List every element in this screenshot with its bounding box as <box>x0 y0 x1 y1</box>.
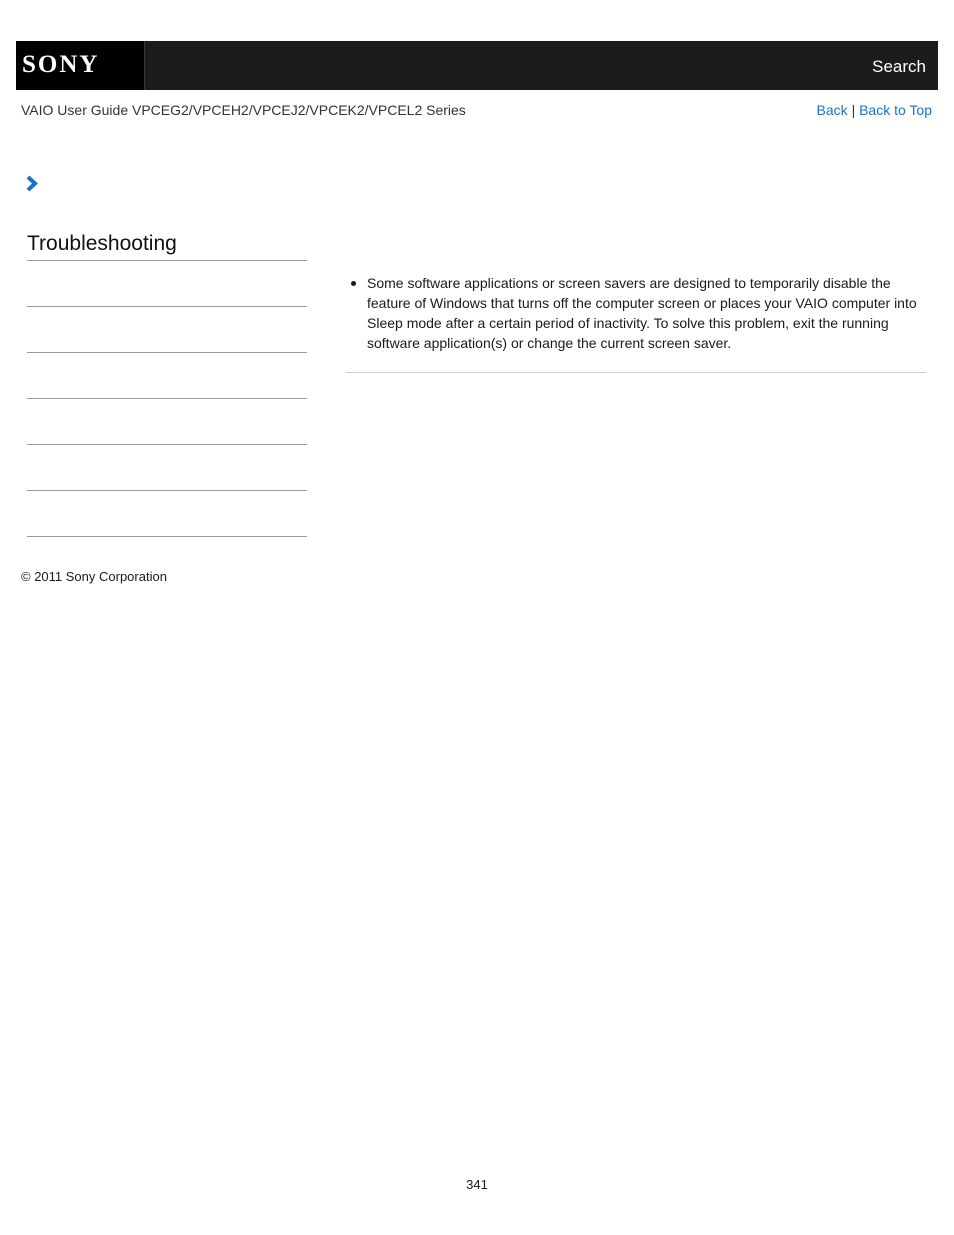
copyright: © 2011 Sony Corporation <box>21 569 167 584</box>
sidebar-item[interactable] <box>27 261 307 307</box>
list-item-text: Some software applications or screen savers are designed to temporarily disable the feature of Windows that turns off the computer screen or places your VAIO computer into Sleep mode after a certain period of inactivity. To solve this problem, exit the running software application(s) or change the current screen saver. <box>367 275 917 351</box>
guide-title: VAIO User Guide VPCEG2/VPCEH2/VPCEJ2/VPCEK2/VPCEL2 Series <box>21 102 466 118</box>
sidebar-topic-list <box>27 260 307 537</box>
search-link[interactable]: Search <box>872 57 926 76</box>
logo-text: SONY <box>22 51 100 78</box>
top-bar <box>16 41 938 90</box>
list-item <box>367 273 926 353</box>
page-number: 341 <box>466 1177 488 1192</box>
back-link[interactable]: Back <box>816 102 848 118</box>
main-content <box>346 273 926 353</box>
top-nav-links <box>817 102 932 118</box>
chevron-right-icon[interactable] <box>25 175 41 192</box>
sidebar-item[interactable] <box>27 307 307 353</box>
bullet-dot-icon <box>351 281 356 286</box>
sidebar-item[interactable] <box>27 491 307 537</box>
section-title: Troubleshooting <box>27 232 177 255</box>
content-bullet-list <box>346 273 926 353</box>
sidebar-item[interactable] <box>27 445 307 491</box>
back-to-top-link[interactable]: Back to Top <box>859 102 932 118</box>
nav-separator: | <box>851 102 856 118</box>
sidebar-item[interactable] <box>27 399 307 445</box>
content-divider <box>346 372 926 373</box>
sidebar-item[interactable] <box>27 353 307 399</box>
sony-logo[interactable] <box>16 41 145 90</box>
